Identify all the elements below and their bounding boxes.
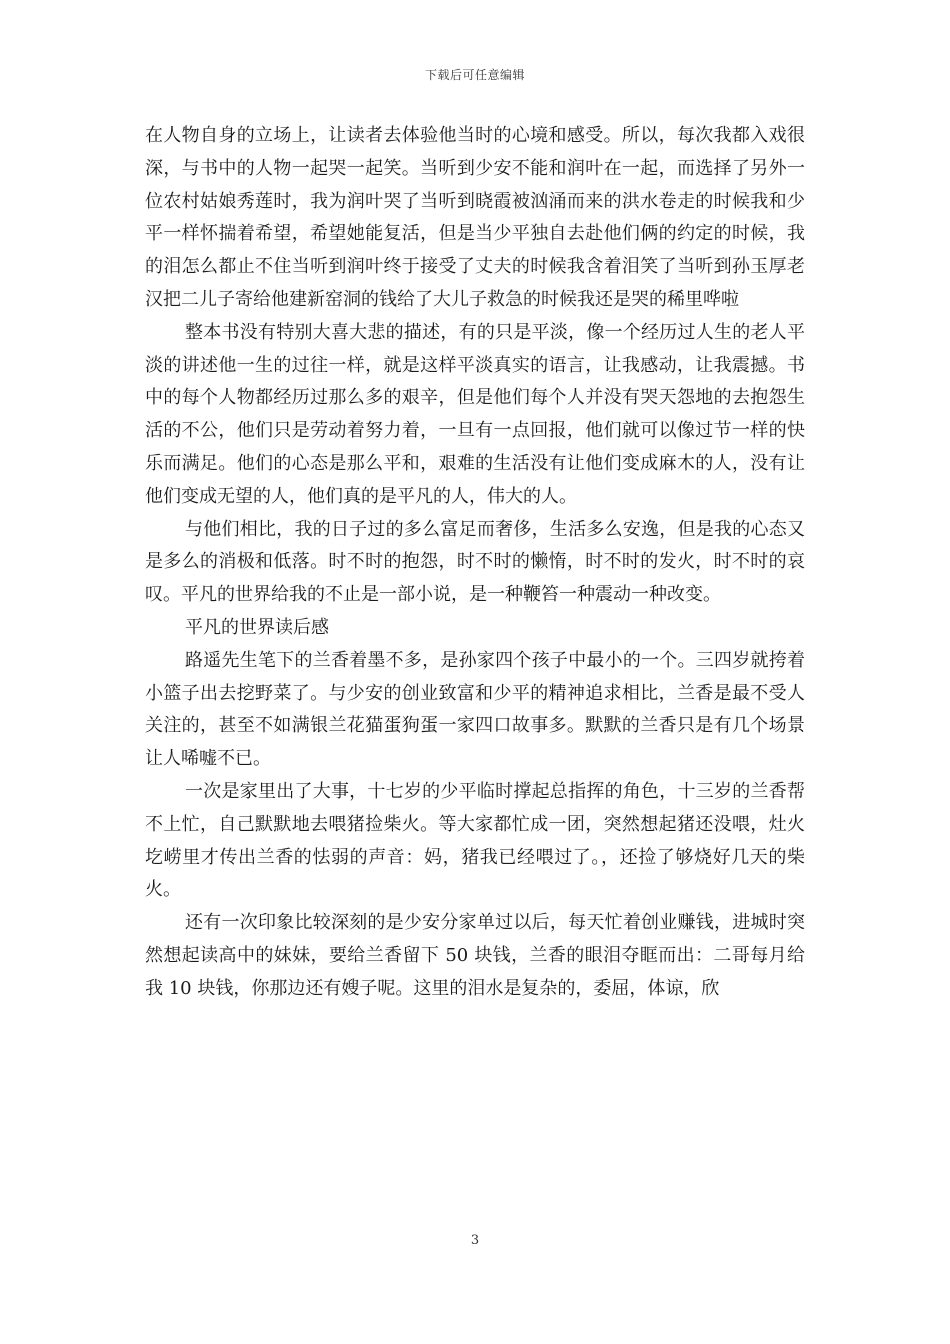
- paragraph-3: 与他们相比，我的日子过的多么富足而奢侈，生活多么安逸，但是我的心态又是多么的消极和低落。时不时的抱怨，时不时的懒惰，时不时的发火，时不时的哀叹。平凡的世界给我的不止是一部小说，是一种鞭笞一种震动一种改变。: [145, 518, 805, 606]
- section-title: 平凡的世界读后感: [185, 616, 329, 638]
- page-number: 3: [470, 1233, 480, 1248]
- paragraph-2: 整本书没有特别大喜大悲的描述，有的只是平淡，像一个经历过人生的老人平淡的讲述他一生的过往一样，就是这样平淡真实的语言，让我感动，让我震撼。书中的每个人物都经历过那么多的艰辛，但是他们每个人并没有哭天怨地的去抱怨生活的不公，他们只是劳动着努力着，一旦有一点回报，他们就可以像过节一样的快乐而满足。他们的心态是那么平和，艰难的生活没有让他们变成麻木的人，没有让他们变成无望的人，他们真的是平凡的人，伟大的人。: [145, 321, 805, 507]
- document-body: [145, 120, 805, 1006]
- paragraph-5: 一次是家里出了大事，十七岁的少平临时撑起总指挥的角色，十三岁的兰香帮不上忙，自己默默地去喂猪捡柴火。等大家都忙成一团，突然想起猪还没喂，灶火圪崂里才传出兰香的怯弱的声音：妈，猪我已经喂过了。，还捡了够烧好几天的柴火。: [145, 780, 805, 901]
- paragraph-6: 还有一次印象比较深刻的是少安分家单过以后，每天忙着创业赚钱，进城时突然想起读高中的妹妹，要给兰香留下 50 块钱，兰香的眼泪夺眶而出：二哥每月给我 10 块钱，你那边还有嫂子呢。这里的泪水是复杂的，委屈，体谅，欣: [145, 912, 805, 999]
- page-header: 下载后可任意编辑: [424, 68, 525, 82]
- paragraph-4: 路遥先生笔下的兰香着墨不多，是孙家四个孩子中最小的一个。三四岁就挎着小篮子出去挖野菜了。与少安的创业致富和少平的精神追求相比，兰香是最不受人关注的，甚至不如满银兰花猫蛋狗蛋一家四口故事多。默默的兰香只是有几个场景让人唏嘘不已。: [145, 649, 805, 770]
- paragraph-1: 在人物自身的立场上，让读者去体验他当时的心境和感受。所以，每次我都入戏很深，与书中的人物一起哭一起笑。当听到少安不能和润叶在一起，而选择了另外一位农村姑娘秀莲时，我为润叶哭了当听到晓霞被汹涌而来的洪水卷走的时候我和少平一样怀揣着希望，希望她能复活，但是当少平独自去赴他们俩的约定的时候，我的泪怎么都止不住当听到润叶终于接受了丈夫的时候我含着泪笑了当听到孙玉厚老汉把二儿子寄给他建新窑洞的钱给了大儿子救急的时候我还是哭的稀里哗啦: [145, 125, 805, 310]
